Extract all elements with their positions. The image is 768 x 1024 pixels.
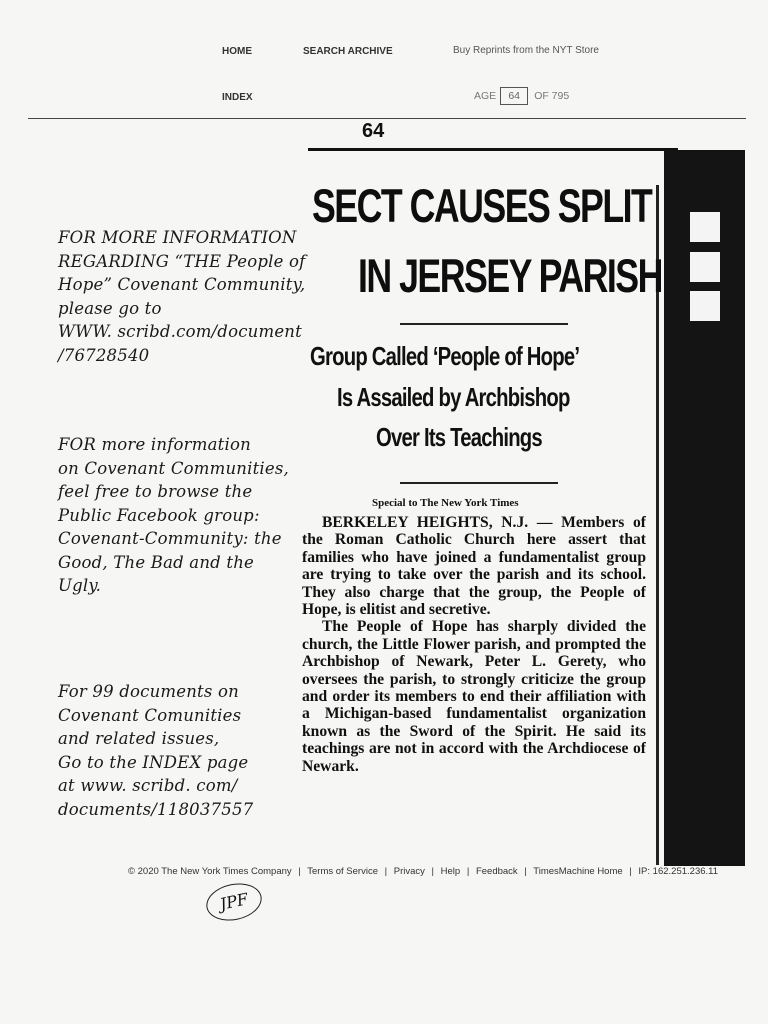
footer-feedback-link[interactable]: Feedback [475, 866, 518, 877]
film-hole [690, 252, 720, 282]
note-line: Good, The Bad and the [58, 552, 255, 572]
article-body [302, 514, 646, 858]
note-line: on Covenant Communities, [58, 458, 289, 478]
headline-line-2: IN JERSEY PARISH [358, 249, 662, 302]
footer: © 2020 The New York Times Company | Terms of Service | Privacy | Help | Feedback | TimesMachine Home | IP: 162.251.236.11 [128, 866, 719, 877]
clipping-page-number: 64 [362, 120, 385, 142]
note-line: documents/118037557 [58, 799, 254, 819]
deck-line-2: Is Assailed by Archbishop [337, 382, 570, 412]
clipping-top-border [308, 148, 678, 151]
initials-signature: JPF [203, 879, 265, 926]
note-line: FOR more information [58, 435, 251, 454]
note-line: For 99 documents on [58, 682, 239, 701]
note-line: and related issues, [58, 729, 220, 748]
headline-rule [400, 323, 568, 325]
note-line: at www. scribd. com/ [58, 776, 238, 795]
article-paragraph-2: The People of Hope has sharply divided the church, the Little Flower parish, and prompted the Archbishop of Newark, Peter L. Gerety, who oversees the parish, to strongly criticize the group and order its members to end their affiliation with a Michigan-based fundamentalist organization known as the Sword of the Spirit. He said its teachings are not in accord with the Archdiocese of Newark. [302, 618, 646, 775]
note-line: WWW. scribd.com/document [58, 322, 302, 341]
page-number-input[interactable]: 64 [500, 87, 528, 105]
note-line: FOR MORE INFORMATION [58, 228, 297, 247]
footer-help-link[interactable]: Help [440, 866, 461, 877]
footer-timesmachine-link[interactable]: TimesMachine Home [533, 866, 623, 877]
note-line: feel free to browse the [58, 482, 253, 501]
film-hole [690, 212, 720, 242]
note-line: Ugly. [58, 576, 102, 595]
note-line: Public Facebook group: [58, 505, 260, 525]
note-line: REGARDING “THE People of [58, 251, 306, 271]
note-line: please go to [58, 298, 162, 318]
page-label: AGE [474, 90, 497, 102]
article-paragraph-1: BERKELEY HEIGHTS, N.J. — Members of the Roman Catholic Church here assert that families who have joined a fundamentalist group are trying to take over the parish and its school. They also charge that the group, the People of Hope, is elitist and secretive. [302, 514, 646, 619]
note-line: Hope” Covenant Community, [58, 275, 306, 294]
footer-copyright: © 2020 The New York Times Company [128, 866, 292, 877]
handwritten-note-1 [58, 226, 305, 367]
film-hole [690, 291, 720, 321]
note-line: Covenant Comunities [58, 705, 242, 725]
search-archive-link[interactable]: SEARCH ARCHIVE [303, 46, 393, 57]
film-strip-edge [664, 150, 745, 866]
note-line: Covenant-Community: the [58, 529, 282, 548]
home-link[interactable]: HOME [222, 46, 252, 57]
note-line: Go to the INDEX page [58, 752, 249, 772]
deck-line-3: Over Its Teachings [376, 422, 542, 452]
handwritten-note-2 [58, 433, 289, 598]
index-link[interactable]: INDEX [222, 92, 253, 103]
handwritten-note-3 [58, 680, 253, 821]
deck-rule [400, 482, 558, 484]
page-total: OF 795 [534, 90, 570, 102]
headline-line-1: SECT CAUSES SPLIT [312, 179, 652, 232]
page-pager [474, 87, 569, 105]
buy-reprints-link[interactable]: Buy Reprints from the NYT Store [453, 45, 599, 56]
footer-ip: IP: 162.251.236.11 [638, 866, 719, 877]
footer-terms-link[interactable]: Terms of Service [307, 866, 378, 877]
note-line: /76728540 [58, 345, 150, 365]
header-divider [28, 118, 746, 119]
deck-line-1: Group Called ‘People of Hope’ [310, 341, 580, 371]
article-credit: Special to The New York Times [372, 497, 519, 509]
footer-privacy-link[interactable]: Privacy [393, 866, 425, 877]
